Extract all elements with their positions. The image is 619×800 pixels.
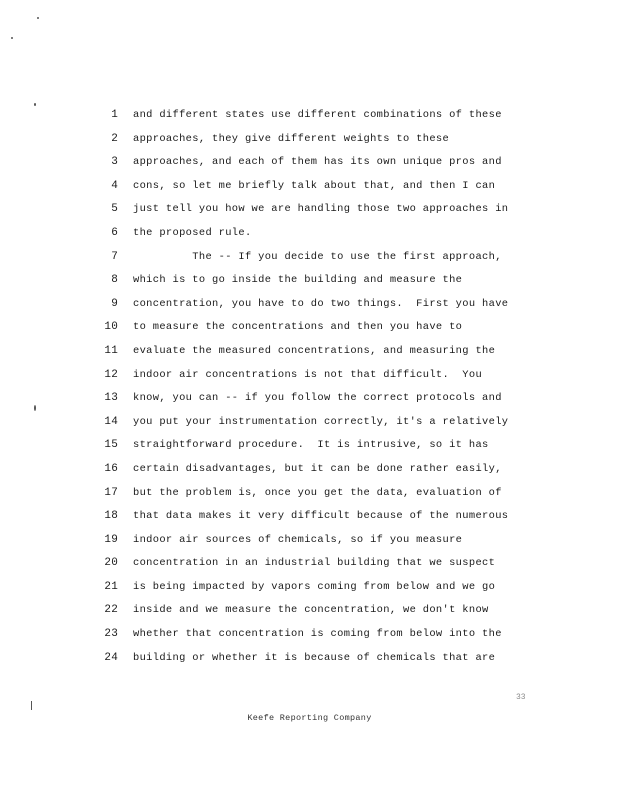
transcript-line <box>0 175 619 199</box>
transcript-body <box>0 104 619 670</box>
line-number: 5 <box>111 203 118 216</box>
line-number: 2 <box>111 132 118 145</box>
line-number: 17 <box>104 486 118 499</box>
transcript-line <box>0 316 619 340</box>
line-text: just tell you how we are handling those two approaches in <box>133 203 509 216</box>
line-text: concentration, you have to do two things. First you have <box>133 297 509 310</box>
line-text: building or whether it is because of chemicals that are <box>133 651 496 664</box>
line-text: approaches, and each of them has its own unique pros and <box>133 156 502 169</box>
transcript-line <box>0 293 619 317</box>
transcript-line <box>0 434 619 458</box>
line-text: evaluate the measured concentrations, and measuring the <box>133 344 496 357</box>
line-number: 8 <box>111 274 118 287</box>
line-number: 24 <box>104 651 118 664</box>
line-text: and different states use different combinations of these <box>133 109 502 121</box>
scan-speck <box>31 701 32 710</box>
transcript-line <box>0 552 619 576</box>
line-number: 21 <box>104 580 118 593</box>
line-text: indoor air sources of chemicals, so if you measure <box>133 533 463 546</box>
line-number: 11 <box>104 344 118 357</box>
footer-company: Keefe Reporting Company <box>247 713 372 723</box>
line-number: 9 <box>111 297 118 310</box>
line-number: 10 <box>104 321 118 334</box>
transcript-line <box>0 246 619 270</box>
line-text: you put your instrumentation correctly, it's a relatively <box>133 415 509 428</box>
line-number: 16 <box>104 462 118 475</box>
line-text: whether that concentration is coming from below into the <box>133 628 502 641</box>
line-number: 15 <box>104 439 118 452</box>
transcript-line <box>0 128 619 152</box>
transcript-line <box>0 482 619 506</box>
page-number: 33 <box>516 693 526 702</box>
line-number: 19 <box>104 533 118 546</box>
scan-speck <box>37 17 39 19</box>
line-number: 18 <box>104 510 118 523</box>
line-number: 20 <box>104 557 118 570</box>
line-number: 1 <box>111 109 118 121</box>
line-number: 14 <box>104 415 118 428</box>
transcript-line <box>0 505 619 529</box>
line-text: cons, so let me briefly talk about that, and then I can <box>133 179 496 192</box>
line-text: straightforward procedure. It is intrusive, so it has <box>133 439 489 452</box>
line-text: but the problem is, once you get the data, evaluation of <box>133 486 502 499</box>
line-number: 12 <box>104 368 118 381</box>
transcript-line <box>0 387 619 411</box>
line-text: to measure the concentrations and then you have to <box>133 321 463 334</box>
line-text: inside and we measure the concentration, we don't know <box>133 604 489 617</box>
line-text: the proposed rule. <box>133 226 252 239</box>
transcript-line <box>0 599 619 623</box>
line-number: 13 <box>104 392 118 405</box>
line-text: know, you can -- if you follow the correct protocols and <box>133 392 502 405</box>
transcript-line <box>0 576 619 600</box>
line-text: concentration in an industrial building that we suspect <box>133 557 496 570</box>
transcript-line <box>0 458 619 482</box>
transcript-line <box>0 340 619 364</box>
transcript-line <box>0 411 619 435</box>
transcript-line <box>0 623 619 647</box>
line-text: The -- If you decide to use the first approach, <box>133 250 502 263</box>
transcript-line <box>0 364 619 388</box>
transcript-line <box>0 222 619 246</box>
transcript-line <box>0 151 619 175</box>
scan-speck <box>11 37 13 39</box>
line-text: approaches, they give different weights to these <box>133 132 450 145</box>
line-number: 3 <box>111 156 118 169</box>
transcript-line <box>0 529 619 553</box>
transcript-line <box>0 647 619 671</box>
line-text: is being impacted by vapors coming from below and we go <box>133 580 496 593</box>
transcript-line <box>0 269 619 293</box>
line-text: which is to go inside the building and measure the <box>133 274 463 287</box>
transcript-line <box>0 198 619 222</box>
line-number: 23 <box>104 628 118 641</box>
line-number: 7 <box>111 250 118 263</box>
line-text: indoor air concentrations is not that difficult. You <box>133 368 483 381</box>
line-number: 4 <box>111 179 118 192</box>
transcript-line <box>0 104 619 128</box>
line-text: that data makes it very difficult because of the numerous <box>133 510 509 523</box>
line-text: certain disadvantages, but it can be done rather easily, <box>133 462 502 475</box>
line-number: 6 <box>111 226 118 239</box>
line-number: 22 <box>104 604 118 617</box>
